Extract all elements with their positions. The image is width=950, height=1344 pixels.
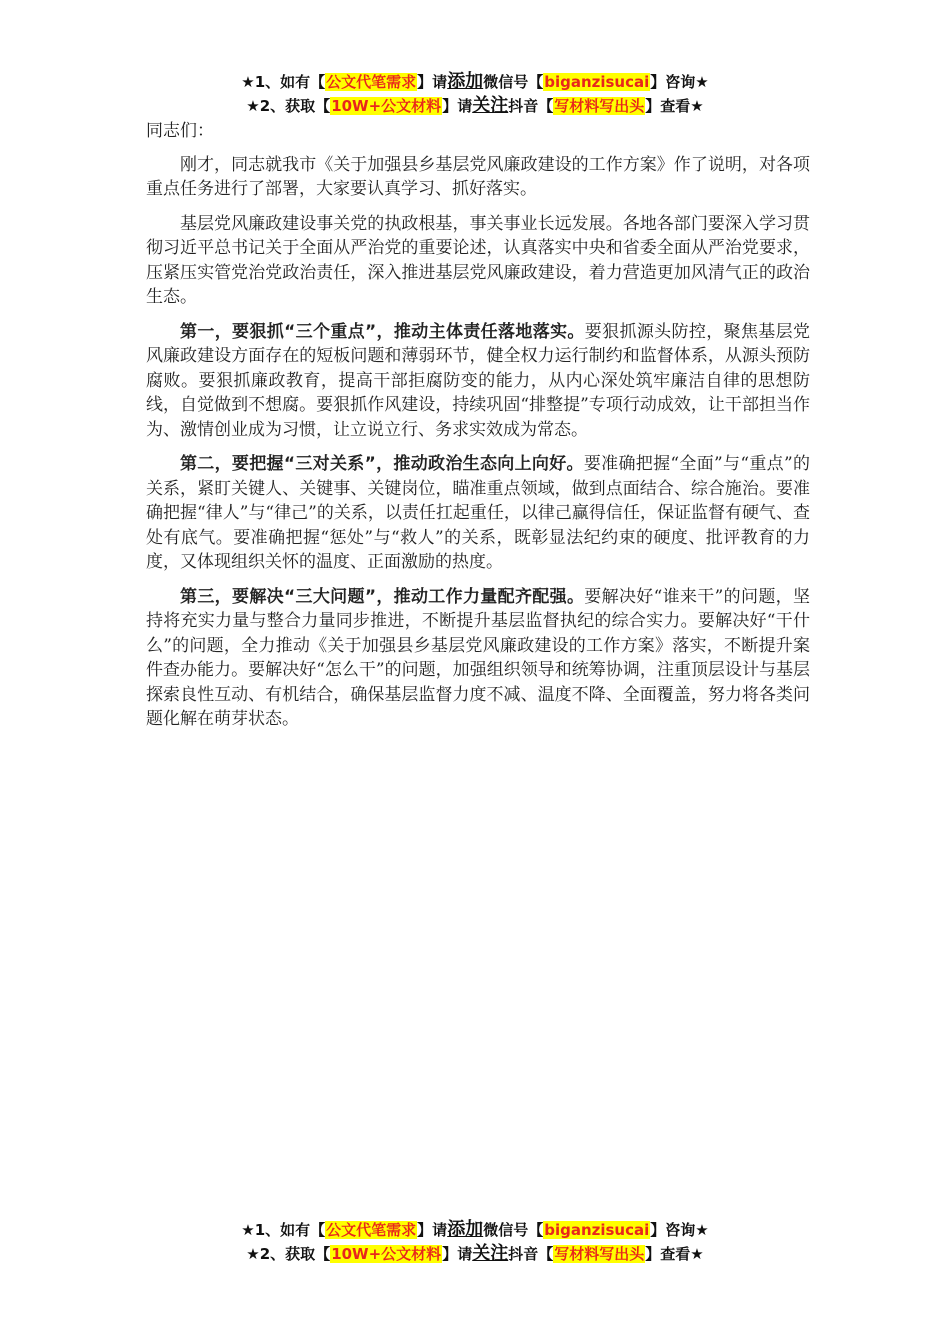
banner-text: ★1、如有【 xyxy=(241,1221,326,1239)
banner-emphasis: 添加 xyxy=(447,1219,484,1240)
point-body: 要解决好“谁来干”的问题，坚持将充实力量与整合力量同步推进，不断提升基层监督执纪的综合实力。要解决好“干什么”的问题，全力推动《关于加强县乡基层党风廉政建设的工作方案》落实，不断提升案件查办能力。要解决好“怎么干”的问题，加强组织领导和统筹协调，注重顶层设计与基层探索良性互动、有机结合，确保基层监督力度不减、温度不降、全面覆盖，努力将各类问题化解在萌芽状态。 xyxy=(146,586,810,729)
banner-highlight: 10W+公文材料 xyxy=(331,97,442,115)
paragraph-intro: 刚才，同志就我市《关于加强县乡基层党风廉政建设的工作方案》作了说明，对各项重点任务进行了部署，大家要认真学习、抓好落实。 xyxy=(146,154,810,199)
salutation: 同志们： xyxy=(146,121,214,141)
banner-line-1 xyxy=(0,70,950,94)
banner-text: ★2、获取【 xyxy=(246,1245,331,1263)
paragraph-context: 基层党风廉政建设事关党的执政根基，事关事业长远发展。各地各部门要深入学习贯彻习近平总书记关于全面从严治党的重要论述，认真落实中央和省委全面从严治党要求，压紧压实管党治党政治责任，深入推进基层党风廉政建设，着力营造更加风清气正的政治生态。 xyxy=(146,213,810,307)
point-heading: 第三，要解决“三大问题”，推动工作力量配齐配强。 xyxy=(180,586,585,607)
paragraph-point-2 xyxy=(146,452,810,575)
banner-highlight: 公文代笔需求 xyxy=(326,73,417,91)
banner-text: 微信号【 xyxy=(483,73,544,91)
point-heading: 第一，要狠抓“三个重点”，推动主体责任落地落实。 xyxy=(180,321,585,342)
banner-text: 抖音【 xyxy=(508,1245,554,1263)
document-body xyxy=(146,119,810,742)
banner-highlight: biganzisucai xyxy=(544,73,650,91)
point-body: 要准确把握“全面”与“重点”的关系，紧盯关键人、关键事、关键岗位，瞄准重点领域，做到点面结合、综合施治。要准确把握“律人”与“律己”的关系，以责任扛起重任，以律己赢得信任，保证监督有硬气、查处有底气。要准确把握“惩处”与“救人”的关系，既彰显法纪约束的硬度、批评教育的力度，又体现组织关怀的温度、正面激励的热度。 xyxy=(146,454,810,572)
banner-text: 】查看★ xyxy=(645,97,704,115)
banner-emphasis: 关注 xyxy=(472,1243,509,1264)
point-heading: 第二，要把握“三对关系”，推动政治生态向上向好。 xyxy=(180,454,584,474)
banner-line-2 xyxy=(0,94,950,118)
banner-text: 微信号【 xyxy=(483,1221,544,1239)
banner-highlight: 公文代笔需求 xyxy=(326,1221,417,1239)
banner-text: 】请 xyxy=(417,1221,448,1239)
banner-text: 】咨询★ xyxy=(650,73,709,91)
banner-highlight: 写材料写出头 xyxy=(554,1245,645,1263)
banner-line-1 xyxy=(0,1218,950,1242)
banner-highlight: biganzisucai xyxy=(544,1221,650,1239)
point-body: 要狠抓源头防控，聚焦基层党风廉政建设方面存在的短板问题和薄弱环节，健全权力运行制约和监督体系，从源头预防腐败。要狠抓廉政教育，提高干部拒腐防变的能力，从内心深处筑牢廉洁自律的思想防线，自觉做到不想腐。要狠抓作风建设，持续巩固“排整提”专项行动成效，让干部担当作为、激情创业成为习惯，让立说立行、务求实效成为常态。 xyxy=(146,321,810,440)
banner-text: 抖音【 xyxy=(508,97,554,115)
footer-banner xyxy=(0,1218,950,1266)
paragraph-point-1 xyxy=(146,320,810,443)
banner-text: 】请 xyxy=(442,97,473,115)
banner-highlight: 写材料写出头 xyxy=(554,97,645,115)
banner-text: 】咨询★ xyxy=(650,1221,709,1239)
banner-text: ★1、如有【 xyxy=(241,73,326,91)
banner-text: 】查看★ xyxy=(645,1245,704,1263)
banner-text: 】请 xyxy=(442,1245,473,1263)
banner-text: ★2、获取【 xyxy=(246,97,331,115)
header-banner xyxy=(0,70,950,118)
banner-text: 】请 xyxy=(417,73,448,91)
banner-emphasis: 添加 xyxy=(447,71,484,92)
banner-line-2 xyxy=(0,1242,950,1266)
paragraph-point-3 xyxy=(146,585,810,732)
banner-highlight: 10W+公文材料 xyxy=(331,1245,442,1263)
banner-emphasis: 关注 xyxy=(472,95,509,116)
